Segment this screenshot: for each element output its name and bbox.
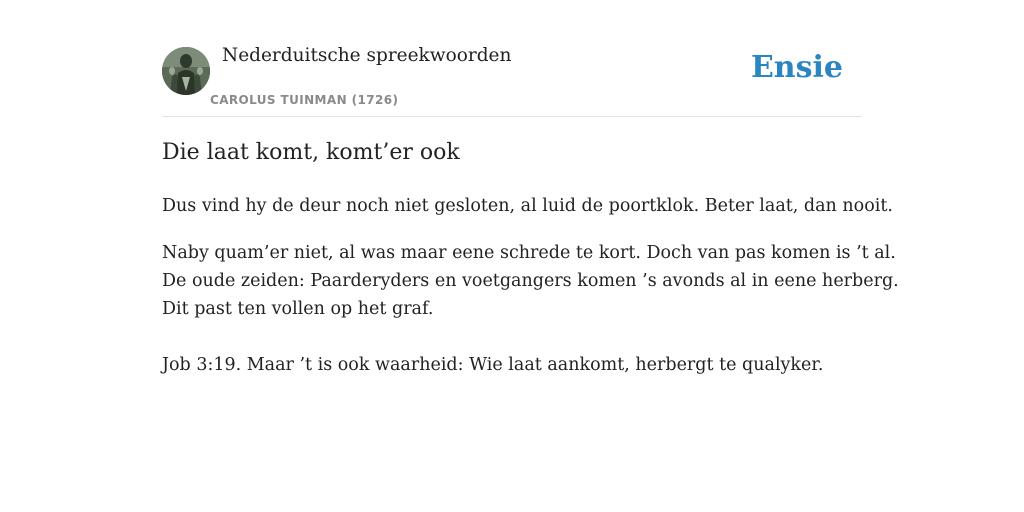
- page: [162, 0, 899, 375]
- paragraph-line: Dit past ten vollen op het graf.: [162, 299, 434, 319]
- paragraph-line: Naby quam’er niet, al was maar eene schrede te kort. Doch van pas komen is ’t al.: [162, 243, 896, 263]
- book-title[interactable]: Nederduitsche spreekwoorden: [222, 45, 512, 66]
- entry-paragraph-2: [162, 239, 899, 323]
- paragraph-line: Dus vind hy de deur noch niet gesloten, al luid de poortklok. Beter laat, dan nooit.: [162, 196, 893, 216]
- entry-title: Die laat komt, komt’er ook: [162, 140, 460, 165]
- book-avatar[interactable]: [162, 47, 210, 95]
- paragraph-line: De oude zeiden: Paarderyders en voetgangers komen ’s avonds al in eene herberg.: [162, 271, 899, 291]
- book-header: [162, 0, 862, 117]
- paragraph-line: Job 3:19. Maar ’t is ook waarheid: Wie laat aankomt, herbergt te qualyker.: [162, 355, 824, 375]
- ensie-logo-link[interactable]: Ensie: [750, 50, 843, 85]
- entry-paragraph-1: [162, 192, 893, 220]
- entry-paragraph-3: [162, 351, 882, 379]
- statue-portrait-icon: [162, 47, 210, 95]
- book-author: CAROLUS TUINMAN (1726): [210, 93, 399, 107]
